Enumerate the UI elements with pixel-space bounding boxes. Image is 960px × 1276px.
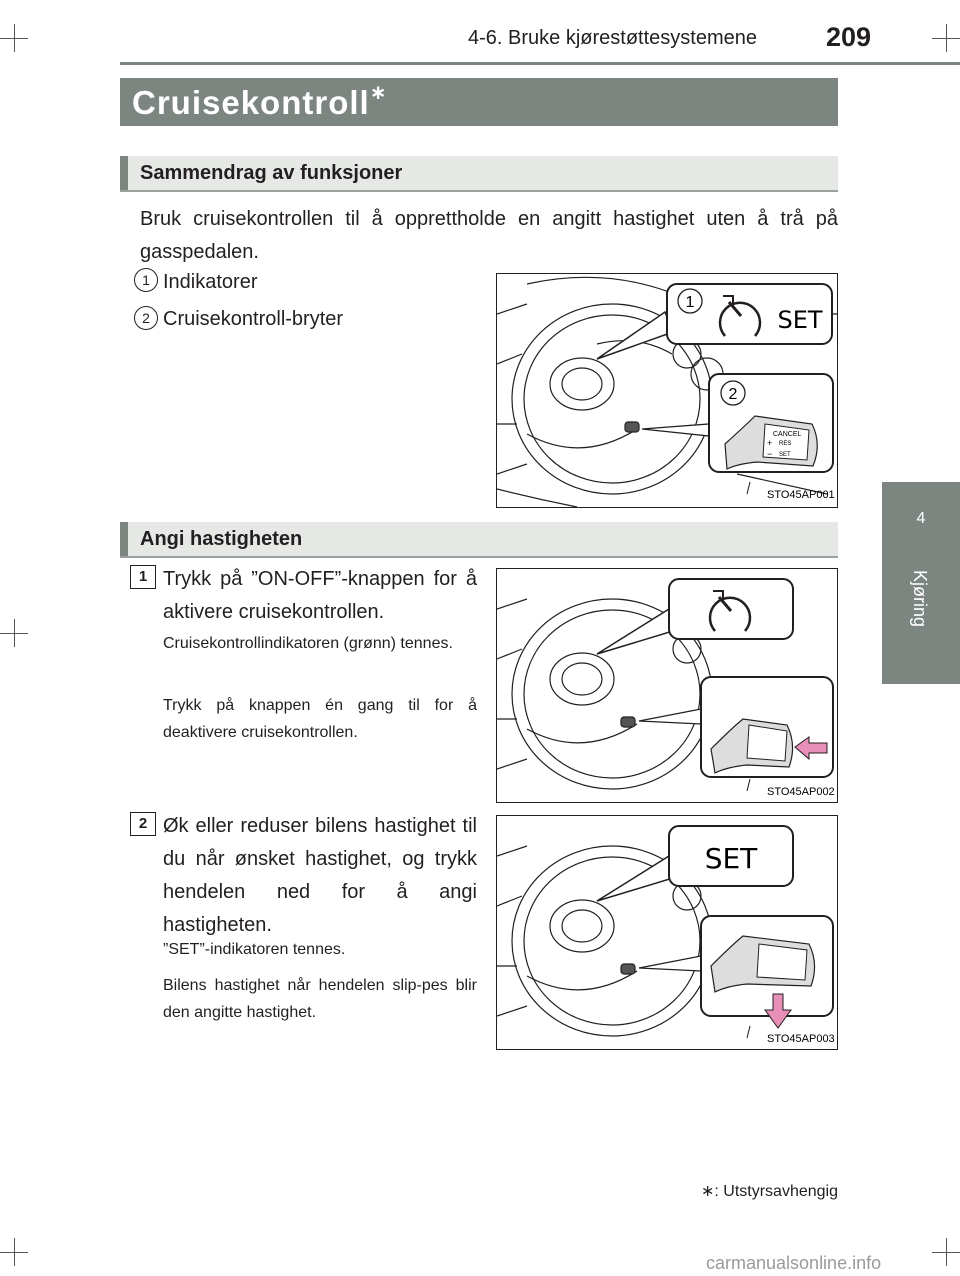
figure-code: STO45AP001	[767, 489, 835, 501]
equipment-mark: ∗	[369, 82, 388, 104]
crop-mark	[946, 24, 947, 52]
crop-mark	[14, 619, 15, 647]
step-2-note: Bilens hastighet når hendelen slip-pes blir den angitte hastighet.	[163, 977, 477, 1021]
page-title	[132, 84, 387, 122]
intro-paragraph: Bruk cruisekontrollen til å opprettholde en angitt hastighet uten å trå på gasspedalen.	[140, 208, 838, 263]
chapter-number: 4	[916, 510, 926, 527]
callout-2-label: 2	[728, 386, 738, 403]
item-number-2: 2	[134, 306, 158, 330]
figure-overview-illustration	[497, 274, 837, 507]
set-indicator-text: SET	[777, 306, 823, 334]
chapter-label: Kjøring	[910, 570, 930, 628]
crop-mark	[946, 1238, 947, 1266]
set-indicator-text: SET	[704, 842, 758, 875]
step-1-instruction: Trykk på ”ON-OFF”-knappen for å aktivere cruisekontrollen.	[163, 568, 477, 623]
crop-mark	[14, 1238, 15, 1266]
watermark: carmanualsonline.info	[706, 1253, 882, 1273]
section-heading-set-speed	[120, 522, 838, 558]
figure-overview	[496, 273, 838, 508]
step-2-note: ”SET”-indikatoren tennes.	[163, 941, 346, 958]
step-1-note: Cruisekontrollindikatoren (grønn) tennes.	[163, 635, 453, 652]
step-number-1: 1	[130, 565, 156, 589]
switch-plus-label: +	[767, 438, 773, 448]
switch-minus-label: −	[767, 449, 773, 459]
page-title-bar	[120, 78, 838, 126]
section-heading-summary	[120, 156, 838, 192]
header-rule	[120, 62, 960, 65]
figure-step-1	[496, 568, 838, 803]
figure-step-2-illustration	[497, 816, 837, 1049]
section-heading-text: Sammendrag av funksjoner	[140, 162, 403, 184]
section-heading-text: Angi hastigheten	[140, 528, 303, 550]
page-title-text: Cruisekontroll	[132, 84, 370, 121]
section-heading-bar	[120, 156, 128, 190]
callout-1-label: 1	[685, 294, 695, 311]
section-heading-bar	[120, 522, 128, 556]
item-number-1: 1	[134, 268, 158, 292]
switch-cancel-label: CANCEL	[773, 431, 802, 438]
step-1-note: Trykk på knappen én gang til for å deaktivere cruisekontrollen.	[163, 697, 477, 741]
step-2-instruction: Øk eller reduser bilens hastighet til du når ønsket hastighet, og trykk hendelen ned for å angi hastigheten.	[163, 815, 477, 936]
figure-code: STO45AP002	[767, 786, 835, 798]
step-number-2: 2	[130, 812, 156, 836]
item-label-indicators: Indikatorer	[163, 271, 258, 293]
figure-step-1-illustration	[497, 569, 837, 802]
page-number: 209	[826, 22, 872, 52]
figure-code: STO45AP003	[767, 1033, 835, 1045]
switch-res-label: RES	[779, 441, 792, 447]
figure-step-2	[496, 815, 838, 1050]
switch-set-label: SET	[779, 452, 791, 458]
crop-mark	[14, 24, 15, 52]
chapter-side-tab	[882, 482, 960, 684]
equipment-footnote: ∗: Utstyrsavhengig	[700, 1183, 838, 1200]
header-section-title: 4-6. Bruke kjørestøttesystemene	[468, 27, 757, 49]
item-label-cruise-switch: Cruisekontroll-bryter	[163, 308, 344, 330]
